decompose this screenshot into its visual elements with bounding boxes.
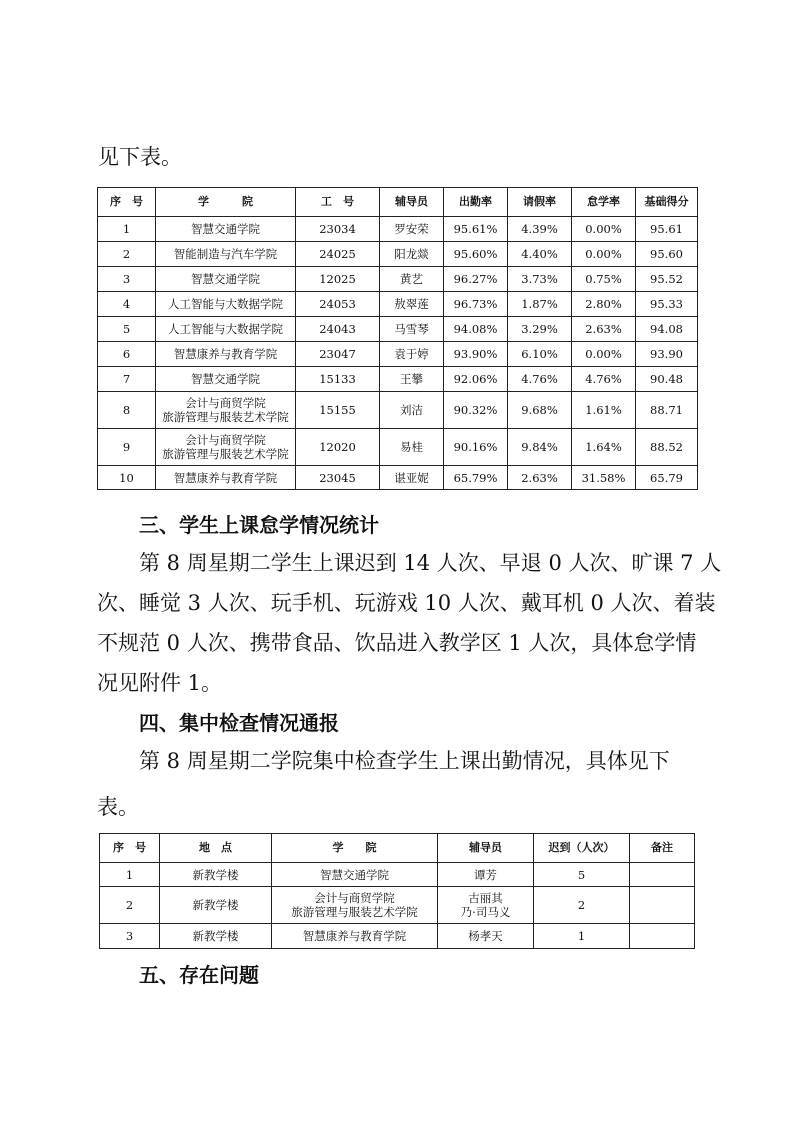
table-cell: 5 bbox=[534, 863, 630, 887]
table-cell: 杨孝天 bbox=[438, 924, 534, 949]
table-cell: 智慧康养与教育学院 bbox=[272, 924, 438, 949]
table-cell: 6 bbox=[98, 342, 156, 367]
counselor-attendance-table bbox=[97, 187, 698, 490]
table-cell: 2.63% bbox=[508, 466, 572, 490]
table-cell: 人工智能与大数据学院 bbox=[156, 292, 296, 317]
table-cell: 敖翠莲 bbox=[380, 292, 444, 317]
table-cell: 3.73% bbox=[508, 267, 572, 292]
table-cell: 智慧康养与教育学院 bbox=[156, 342, 296, 367]
table-cell: 智慧交通学院 bbox=[156, 367, 296, 392]
header-cell: 基础得分 bbox=[636, 188, 698, 217]
header-cell: 请假率 bbox=[508, 188, 572, 217]
table-header-row bbox=[98, 188, 698, 217]
section3-line-4: 况见附件 1。 bbox=[97, 671, 223, 695]
table-row bbox=[98, 466, 698, 490]
table-row bbox=[98, 429, 698, 466]
table-cell: 会计与商贸学院 旅游管理与服装艺术学院 bbox=[156, 429, 296, 466]
table-cell: 谭芳 bbox=[438, 863, 534, 887]
table-cell: 94.08 bbox=[636, 317, 698, 342]
table-cell: 95.60% bbox=[444, 242, 508, 267]
table-row bbox=[98, 392, 698, 429]
table-row bbox=[98, 292, 698, 317]
header-cell: 备注 bbox=[630, 834, 695, 863]
table-row bbox=[100, 863, 695, 887]
table-cell: 15155 bbox=[296, 392, 380, 429]
header-cell: 学 院 bbox=[156, 188, 296, 217]
table-cell: 袁于婷 bbox=[380, 342, 444, 367]
section4-heading: 四、集中检查情况通报 bbox=[139, 711, 339, 735]
table-cell: 4.76% bbox=[572, 367, 636, 392]
table-cell: 3 bbox=[100, 924, 160, 949]
table-cell: 1.64% bbox=[572, 429, 636, 466]
header-cell: 出勤率 bbox=[444, 188, 508, 217]
table-cell: 95.52 bbox=[636, 267, 698, 292]
table-cell: 1 bbox=[100, 863, 160, 887]
section3-line-2: 次、睡觉 3 人次、玩手机、玩游戏 10 人次、戴耳机 0 人次、着装 bbox=[97, 591, 716, 615]
section3-line-1: 第 8 周星期二学生上课迟到 14 人次、早退 0 人次、旷课 7 人 bbox=[139, 551, 722, 575]
table-cell: 88.71 bbox=[636, 392, 698, 429]
table-cell: 易桂 bbox=[380, 429, 444, 466]
table-cell: 刘洁 bbox=[380, 392, 444, 429]
table-row bbox=[98, 367, 698, 392]
table-cell: 90.32% bbox=[444, 392, 508, 429]
inspection-table bbox=[99, 833, 695, 949]
table-cell: 3.29% bbox=[508, 317, 572, 342]
table-cell: 古丽其 乃·司马义 bbox=[438, 887, 534, 924]
table-cell bbox=[630, 924, 695, 949]
table-cell: 1.61% bbox=[572, 392, 636, 429]
table-cell: 黄艺 bbox=[380, 267, 444, 292]
table-cell: 会计与商贸学院 旅游管理与服装艺术学院 bbox=[272, 887, 438, 924]
table-cell: 智能制造与汽车学院 bbox=[156, 242, 296, 267]
table-row bbox=[98, 342, 698, 367]
table-cell: 12020 bbox=[296, 429, 380, 466]
header-cell: 地 点 bbox=[160, 834, 272, 863]
table-cell: 8 bbox=[98, 392, 156, 429]
table-cell: 1 bbox=[534, 924, 630, 949]
header-cell: 学 院 bbox=[272, 834, 438, 863]
table-cell: 5 bbox=[98, 317, 156, 342]
table-cell: 谌亚妮 bbox=[380, 466, 444, 490]
table-cell: 23047 bbox=[296, 342, 380, 367]
table-cell: 2.80% bbox=[572, 292, 636, 317]
table-cell: 15133 bbox=[296, 367, 380, 392]
table-cell: 96.73% bbox=[444, 292, 508, 317]
table-cell: 2 bbox=[100, 887, 160, 924]
table-cell: 24025 bbox=[296, 242, 380, 267]
table-cell: 0.00% bbox=[572, 217, 636, 242]
table-cell: 4.76% bbox=[508, 367, 572, 392]
table-cell: 6.10% bbox=[508, 342, 572, 367]
header-cell: 工 号 bbox=[296, 188, 380, 217]
table-cell: 新教学楼 bbox=[160, 863, 272, 887]
table-cell: 1 bbox=[98, 217, 156, 242]
table-cell: 智慧交通学院 bbox=[272, 863, 438, 887]
table-cell: 65.79 bbox=[636, 466, 698, 490]
section3-line-3: 不规范 0 人次、携带食品、饮品进入教学区 1 人次，具体怠学情 bbox=[97, 631, 697, 655]
table-row bbox=[98, 242, 698, 267]
table-cell: 95.61% bbox=[444, 217, 508, 242]
table-cell: 7 bbox=[98, 367, 156, 392]
table-cell: 9 bbox=[98, 429, 156, 466]
table-cell: 24043 bbox=[296, 317, 380, 342]
header-cell: 辅导员 bbox=[380, 188, 444, 217]
table-cell: 2.63% bbox=[572, 317, 636, 342]
table-cell: 12025 bbox=[296, 267, 380, 292]
header-cell: 序 号 bbox=[100, 834, 160, 863]
table-cell: 新教学楼 bbox=[160, 924, 272, 949]
table-cell: 23045 bbox=[296, 466, 380, 490]
table-cell: 4 bbox=[98, 292, 156, 317]
table-cell: 95.33 bbox=[636, 292, 698, 317]
table-cell: 94.08% bbox=[444, 317, 508, 342]
table-row bbox=[98, 317, 698, 342]
table-cell: 10 bbox=[98, 466, 156, 490]
table-row bbox=[98, 217, 698, 242]
table-cell: 马雪琴 bbox=[380, 317, 444, 342]
table-cell: 4.40% bbox=[508, 242, 572, 267]
section4-line-2: 表。 bbox=[97, 795, 139, 819]
table-cell: 24053 bbox=[296, 292, 380, 317]
table-cell: 31.58% bbox=[572, 466, 636, 490]
table-cell: 2 bbox=[98, 242, 156, 267]
table-cell: 65.79% bbox=[444, 466, 508, 490]
table-cell: 0.75% bbox=[572, 267, 636, 292]
table-cell bbox=[630, 863, 695, 887]
table-cell: 9.84% bbox=[508, 429, 572, 466]
table-cell: 会计与商贸学院 旅游管理与服装艺术学院 bbox=[156, 392, 296, 429]
table-cell: 92.06% bbox=[444, 367, 508, 392]
table-cell: 阳龙燚 bbox=[380, 242, 444, 267]
section4-line-1: 第 8 周星期二学院集中检查学生上课出勤情况，具体见下 bbox=[139, 749, 670, 773]
header-cell: 迟到（人次） bbox=[534, 834, 630, 863]
table-cell: 96.27% bbox=[444, 267, 508, 292]
table-cell: 智慧交通学院 bbox=[156, 217, 296, 242]
table-cell: 新教学楼 bbox=[160, 887, 272, 924]
header-cell: 序 号 bbox=[98, 188, 156, 217]
table-cell: 95.61 bbox=[636, 217, 698, 242]
header-cell: 辅导员 bbox=[438, 834, 534, 863]
table-cell: 2 bbox=[534, 887, 630, 924]
section3-heading: 三、学生上课怠学情况统计 bbox=[139, 513, 379, 537]
table-cell: 93.90% bbox=[444, 342, 508, 367]
table-cell: 9.68% bbox=[508, 392, 572, 429]
table-row bbox=[98, 267, 698, 292]
table-cell: 90.16% bbox=[444, 429, 508, 466]
table-row bbox=[100, 887, 695, 924]
table-cell: 95.60 bbox=[636, 242, 698, 267]
table-cell: 智慧康养与教育学院 bbox=[156, 466, 296, 490]
table-cell: 93.90 bbox=[636, 342, 698, 367]
table-cell: 人工智能与大数据学院 bbox=[156, 317, 296, 342]
table-cell: 3 bbox=[98, 267, 156, 292]
table-cell: 88.52 bbox=[636, 429, 698, 466]
intro-text: 见下表。 bbox=[98, 145, 182, 169]
table-cell: 23034 bbox=[296, 217, 380, 242]
table-cell: 90.48 bbox=[636, 367, 698, 392]
table-cell: 智慧交通学院 bbox=[156, 267, 296, 292]
table-cell: 1.87% bbox=[508, 292, 572, 317]
table-cell: 0.00% bbox=[572, 242, 636, 267]
table-cell: 罗安荣 bbox=[380, 217, 444, 242]
table-cell: 4.39% bbox=[508, 217, 572, 242]
section5-heading: 五、存在问题 bbox=[139, 963, 259, 987]
table-header-row bbox=[100, 834, 695, 863]
table-cell: 王攀 bbox=[380, 367, 444, 392]
header-cell: 怠学率 bbox=[572, 188, 636, 217]
table-cell: 0.00% bbox=[572, 342, 636, 367]
table-row bbox=[100, 924, 695, 949]
table-cell bbox=[630, 887, 695, 924]
